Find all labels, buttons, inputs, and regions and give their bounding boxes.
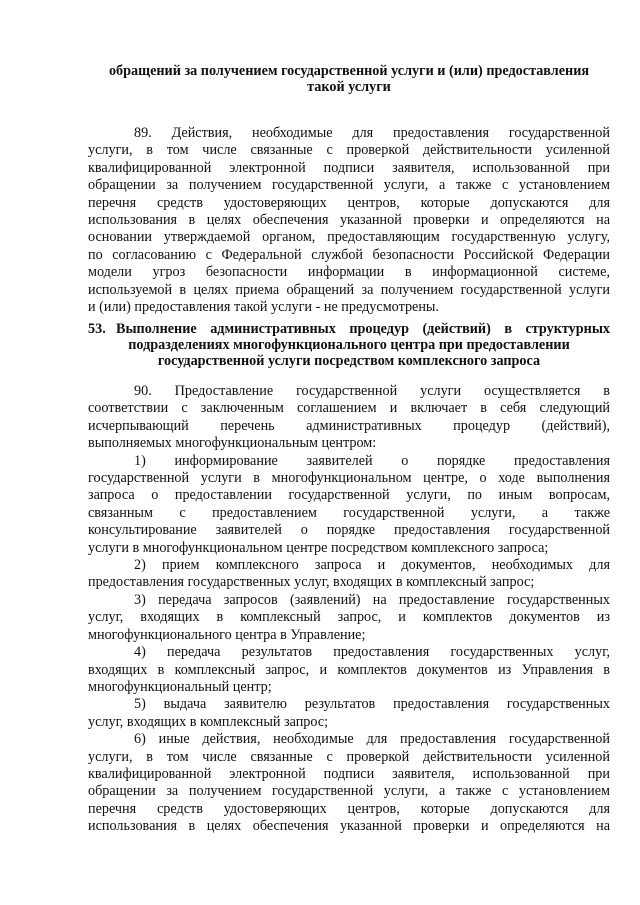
heading-line [88,321,610,337]
paragraph-line: государственной услуги в многофункциональном центре, о ходе выполнения [88,470,610,487]
paragraph-line: соответствии с заключенным соглашением и включает в себя следующий [88,400,610,417]
paragraph-89 [88,125,610,316]
heading-line: такой услуги [307,79,391,95]
paragraph-line: запроса о предоставлении государственной услуги, по иным вопросам, [88,487,610,504]
paragraph-line: связанным с предоставлением государственной услуги, а также [88,504,610,521]
paragraph-90 [88,383,610,836]
paragraph-line: перечня средств удостоверяющих центров, которые допускаются для [88,800,610,817]
paragraph-line: 90. Предоставление государственной услуги осуществляется в [134,383,610,399]
paragraph-line: квалифицированной электронной подписи заявителя, использованной при [88,765,610,782]
paragraph-line: используемой в целях приема обращений за получением государственной услуги [88,281,610,298]
section-heading-53 [88,321,610,369]
paragraph-line: услуг, входящих в комплексный запрос, и комплектов документов из [88,609,610,626]
paragraph-line: услуги, в том числе связанные с проверкой действительности усиленной [88,142,610,159]
heading-line: государственной услуги посредством комплексного запроса [157,353,541,369]
paragraph-line: 1) информирование заявителей о порядке предоставления [134,452,610,469]
paragraph-line: по согласованию с Федеральной службой безопасности Российской Федерации [88,246,610,263]
paragraph-line: консультирование заявителей о порядке предоставления государственной [88,522,610,539]
paragraph-line: 89. Действия, необходимые для предоставления государственной [134,125,610,141]
paragraph-line: 2) прием комплексного запроса и документов, необходимых для [134,557,610,574]
paragraph-line: перечня средств удостоверяющих центров, которые допускаются для [88,194,610,211]
paragraph-line: 6) иные действия, необходимые для предоставления государственной [134,731,610,748]
paragraph-line: использования в целях обеспечения указанной проверки и определяются на [88,818,610,835]
paragraph-line: входящих в комплексный запрос, и комплектов документов из Управления в [88,661,610,678]
paragraph-line: исчерпывающий перечень административных процедур (действий), [88,417,610,434]
paragraph-line: 5) выдача заявителю результатов предоставления государственных [134,696,610,713]
paragraph-line: 4) передача результатов предоставления государственных услуг, [134,644,610,661]
paragraph-line: услуги в многофункциональном центре посредством комплексного запроса; [88,539,549,556]
section-heading-continuation [88,63,610,95]
paragraph-line: использования в целях обеспечения указанной проверки и определяются на [88,212,610,229]
heading-text: Выполнение административных процедур (действий) в структурных [116,321,610,337]
paragraph-line: и (или) предоставления такой услуги - не предусмотрены. [88,299,440,316]
paragraph-line: квалифицированной электронной подписи заявителя, использованной при [88,159,610,176]
section-number: 53. [88,321,106,337]
paragraph-line: предоставления государственных услуг, входящих в комплексный запрос; [88,574,535,591]
heading-line: подразделениях многофункционального центра при предоставлении [128,337,570,353]
paragraph-line: 3) передача запросов (заявлений) на предоставление государственных [134,591,610,608]
paragraph-line: основании утверждаемой органом, предоставляющим государственную услугу, [88,229,610,246]
paragraph-line: выполняемых многофункциональным центром: [88,435,377,452]
heading-line: обращений за получением государственной услуги и (или) предоставления [108,63,590,79]
paragraph-line: услуг, входящих в комплексный запрос; [88,713,329,730]
paragraph-line: многофункциональный центр; [88,678,272,695]
paragraph-line: многофункционального центра в Управление; [88,626,366,643]
paragraph-line: услуги, в том числе связанные с проверкой действительности усиленной [88,748,610,765]
paragraph-line: модели угроз безопасности информации в информационной системе, [88,264,610,281]
paragraph-line: обращении за получением государственной услуги, а также с установлением [88,177,610,194]
paragraph-line: обращении за получением государственной услуги, а также с установлением [88,783,610,800]
